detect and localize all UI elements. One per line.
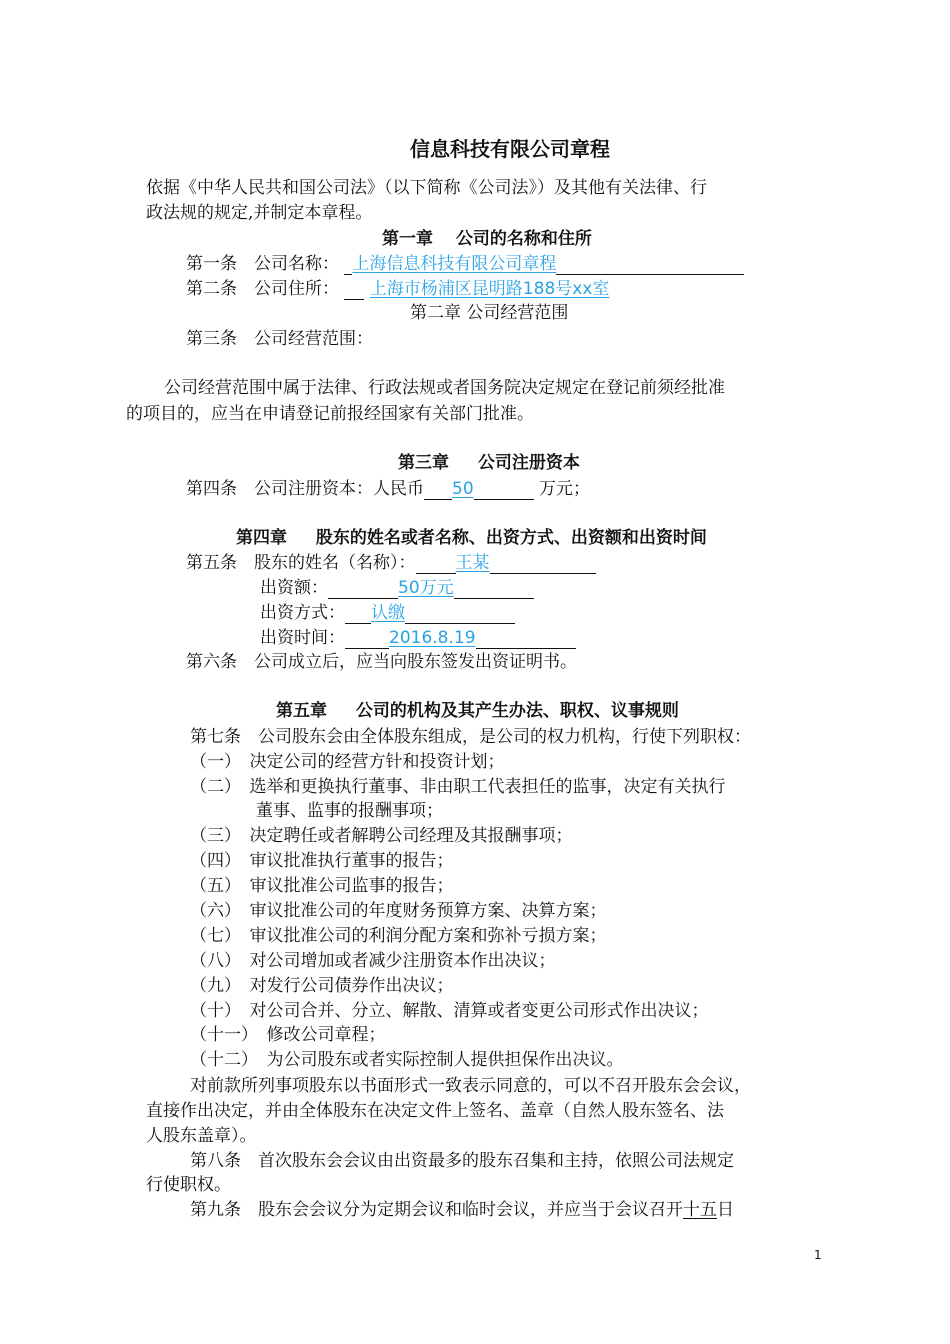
- scope-para-line-1: 公司经营范围中属于法律、行政法规或者国务院决定规定在登记前须经批准: [164, 378, 725, 398]
- chapter-3-heading: 第三章 公司注册资本: [398, 453, 580, 473]
- underline: [476, 630, 576, 649]
- contribution-method-label: 出资方式：: [260, 603, 345, 623]
- scope-para-line-2: 的项目的，应当在申请登记前报经国家有关部门批准。: [126, 404, 534, 424]
- contribution-method: [260, 602, 515, 624]
- power-item: （六） 审议批准公司的年度财务预算方案、决算方案；: [190, 901, 607, 921]
- underline: [345, 630, 389, 649]
- article-6: 第六条 公司成立后，应当向股东签发出资证明书。: [186, 652, 577, 672]
- contribution-amount-label: 出资额：: [260, 578, 328, 598]
- notice-days: 十五: [683, 1200, 717, 1220]
- power-item: （三） 决定聘任或者解聘公司经理及其报酬事项；: [190, 826, 573, 846]
- chapter-5-heading: 第五章 公司的机构及其产生办法、职权、议事规则: [276, 701, 679, 721]
- article-2-label: 第二条 公司住所：: [186, 279, 339, 299]
- preamble-line-2: 政法规的规定,并制定本章程。: [146, 203, 373, 223]
- article-1: [186, 253, 744, 275]
- power-item: （十） 对公司合并、分立、解散、清算或者变更公司形式作出决议；: [190, 1001, 709, 1021]
- underline: [328, 580, 398, 599]
- power-item: （七） 审议批准公司的利润分配方案和弥补亏损方案；: [190, 926, 607, 946]
- underline: [490, 555, 596, 574]
- page-number: 1: [814, 1248, 822, 1262]
- power-item: （一） 决定公司的经营方针和投资计划；: [190, 752, 505, 772]
- underline: [454, 580, 534, 599]
- article-4-label: 第四条 公司注册资本：人民币: [186, 479, 424, 499]
- article-3: 第三条 公司经营范围：: [186, 329, 373, 349]
- power-item: （二） 选举和更换执行董事、非由职工代表担任的监事，决定有关执行: [190, 777, 726, 797]
- capital-unit: 万元；: [539, 479, 591, 499]
- consent-para-line-1: 对前款所列事项股东以书面形式一致表示同意的，可以不召开股东会会议，: [190, 1076, 751, 1096]
- contribution-time: [260, 627, 576, 649]
- article-2: [186, 278, 609, 300]
- underline: [424, 481, 452, 500]
- article-7: 第七条 公司股东会由全体股东组成，是公司的权力机构，行使下列职权：: [190, 727, 751, 747]
- underline: [344, 281, 364, 300]
- contribution-amount-value: 50万元: [398, 578, 454, 598]
- article-5: [186, 552, 596, 574]
- shareholder-name-value: 王某: [455, 553, 490, 573]
- registered-capital-value: 50: [452, 479, 474, 499]
- contribution-time-label: 出资时间：: [260, 628, 345, 648]
- underline: [416, 555, 456, 574]
- power-item: （五） 审议批准公司监事的报告；: [190, 876, 454, 896]
- power-item-continued: 董事、监事的报酬事项；: [256, 801, 443, 821]
- article-8-line-1: 第八条 首次股东会会议由出资最多的股东召集和主持，依照公司法规定: [190, 1151, 734, 1171]
- contribution-time-value: 2016.8.19: [389, 628, 476, 648]
- power-item: （十一） 修改公司章程；: [190, 1025, 386, 1045]
- article-9: [190, 1199, 734, 1221]
- contribution-amount: [260, 577, 534, 599]
- contribution-method-value: 认缴: [371, 603, 405, 623]
- power-item: （八） 对公司增加或者减少注册资本作出决议；: [190, 951, 556, 971]
- underline: [474, 481, 534, 500]
- underline: [345, 605, 371, 624]
- article-9-text: 第九条 股东会会议分为定期会议和临时会议，并应当于会议召开: [190, 1200, 683, 1220]
- underline: [556, 256, 744, 275]
- article-5-label: 第五条 股东的姓名（名称）：: [186, 553, 416, 573]
- power-item: （九） 对发行公司债券作出决议；: [190, 976, 454, 996]
- company-name-value: 上海信息科技有限公司章程: [352, 254, 557, 274]
- article-9-suffix: 日: [717, 1200, 734, 1220]
- preamble-line-1: 依据《中华人民共和国公司法》（以下简称《公司法》）及其他有关法律、行: [146, 178, 707, 198]
- underline: [405, 605, 515, 624]
- consent-para-line-2: 直接作出决定，并由全体股东在决定文件上签名、盖章（自然人股东签名、法: [146, 1101, 724, 1121]
- article-8-line-2: 行使职权。: [146, 1175, 231, 1195]
- article-1-label: 第一条 公司名称：: [186, 254, 339, 274]
- chapter-2-heading: 第二章 公司经营范围: [410, 303, 569, 323]
- consent-para-line-3: 人股东盖章）。: [146, 1126, 257, 1146]
- chapter-4-heading: 第四章 股东的姓名或者名称、出资方式、出资额和出资时间: [236, 528, 707, 548]
- chapter-1-heading: 第一章 公司的名称和住所: [382, 229, 592, 249]
- company-address-value: 上海市杨浦区昆明路188号xx室: [369, 279, 610, 299]
- article-4: [186, 478, 590, 500]
- document-title: 信息科技有限公司章程: [410, 137, 610, 161]
- power-item: （十二） 为公司股东或者实际控制人提供担保作出决议。: [190, 1050, 624, 1070]
- power-item: （四） 审议批准执行董事的报告；: [190, 851, 454, 871]
